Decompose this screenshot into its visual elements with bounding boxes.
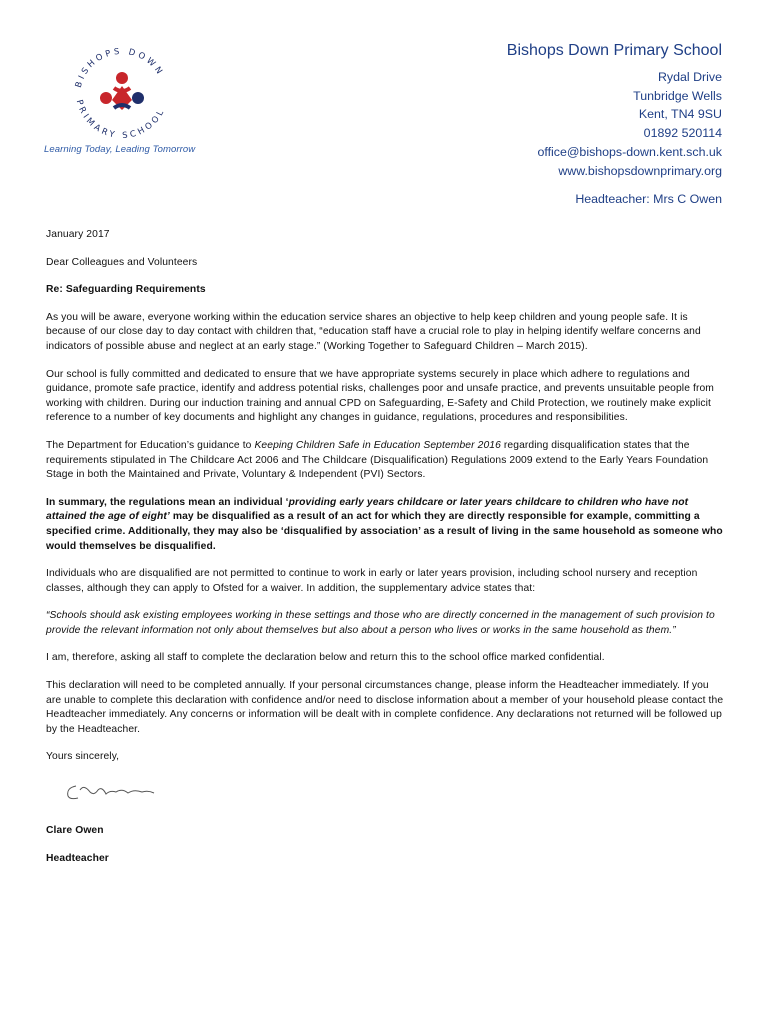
svg-text:PRIMARY SCHOOL: PRIMARY SCHOOL: [73, 98, 168, 140]
address-county-postcode: Kent, TN4 9SU: [638, 107, 722, 122]
address-town: Tunbridge Wells: [633, 88, 722, 103]
paragraph-2: Our school is fully committed and dedicated to ensure that we have appropriate systems securely in place which adhere to regulations and guidance, promote safe practice, identify and address potential risks, challenges poor and unsafe practice, and prevents unsuitable people from working with children. During our induction training and annual CPD on Safeguarding, E-Safety and Child Protection, we routinely make explicit reference to a number of key documents and highlight any changes in guidance, regulations, procedures and responsibilities.: [46, 368, 714, 424]
address-street: Rydal Drive: [657, 70, 722, 84]
signatory-title: Headteacher: [46, 852, 109, 864]
school-crest-icon: [62, 40, 182, 140]
phone-number: 01892 520114: [643, 126, 722, 141]
signature-image: [64, 778, 159, 806]
signatory-name: Clare Owen: [46, 825, 104, 837]
guidance-title: Keeping Children Safe in Education September 2016: [254, 439, 501, 451]
summary-quote: providing early years childcare or later years childcare to children who have not attained the age of eight’: [46, 496, 689, 523]
letter-subject: Re: Safeguarding Requirements: [46, 284, 206, 296]
paragraph-3: [46, 439, 726, 483]
school-name: Bishops Down Primary School: [506, 42, 722, 59]
advice-quote: “Schools should ask existing employees working in these settings and those who are directly concerned in the management of such provision to provide the relevant information not only about themselves but also about a person who lives or works in the same household as them.”: [46, 610, 715, 636]
headteacher-line: Headteacher: Mrs C Owen: [575, 192, 722, 207]
paragraph-4-summary: [46, 496, 726, 554]
letter-date: January 2017: [46, 229, 110, 240]
letter-body: [46, 228, 726, 879]
paragraph-3-text-end: regarding disqualification states that the requirements stipulated in The Childcare Act 2006 and The Childcare (Disqualification) Regulations 2009 extend to the Early Years Foundation Stage in both the Maintained and Private, Voluntary & Independent (PVI) Sectors.: [46, 439, 709, 481]
school-tagline: Learning Today, Leading Tomorrow: [44, 144, 196, 155]
summary-text: In summary, the regulations mean an individual ‘: [46, 496, 289, 508]
signature-icon: [64, 778, 159, 806]
school-logo: [62, 40, 182, 140]
paragraph-1: As you will be aware, everyone working within the education service shares an objective to help keep children and young people safe. It is because of our close day to day contact with children that, “education staff have a crucial role to play in helping identify welfare concerns and indicators of possible abuse and neglect at an early stage.” (Working Together to Safeguard Children – March 2015).: [46, 311, 701, 352]
letter-closing: Yours sincerely,: [46, 751, 120, 763]
summary-text-end: may be disqualified as a result of an act for which they are directly responsible for example, committing a specified crime. Additionally, they may also be ‘disqualified by association’ as a result of living in the same household as someone who would themselves be disqualified.: [46, 511, 723, 552]
paragraph-7: This declaration will need to be completed annually. If your personal circumstances change, please inform the Headteacher immediately. If you are unable to complete this declaration with confidence and/or need to disclose information about a member of your household please contact the Headteacher immediately. Any concerns or information will be dealt with in complete confidence. Any declarations not returned will be followed up by the Headteacher.: [46, 680, 724, 735]
email-link[interactable]: office@bishops-down.kent.sch.uk: [537, 144, 722, 159]
website-link[interactable]: www.bishopsdownprimary.org: [558, 163, 722, 178]
letter-salutation: Dear Colleagues and Volunteers: [46, 256, 198, 268]
paragraph-6: I am, therefore, asking all staff to complete the declaration below and return this to the school office marked confidential.: [46, 652, 605, 664]
paragraph-3-text: The Department for Education’s guidance to: [46, 439, 255, 451]
paragraph-5: Individuals who are disqualified are not permitted to continue to work in early or later years provision, including school nursery and reception classes, although they can apply to Ofsted for a waiver. In addition, the supplementary advice states that:: [46, 568, 698, 594]
school-contact-block: [507, 42, 722, 206]
svg-text:BISHOPS DOWN: BISHOPS DOWN: [73, 46, 166, 89]
